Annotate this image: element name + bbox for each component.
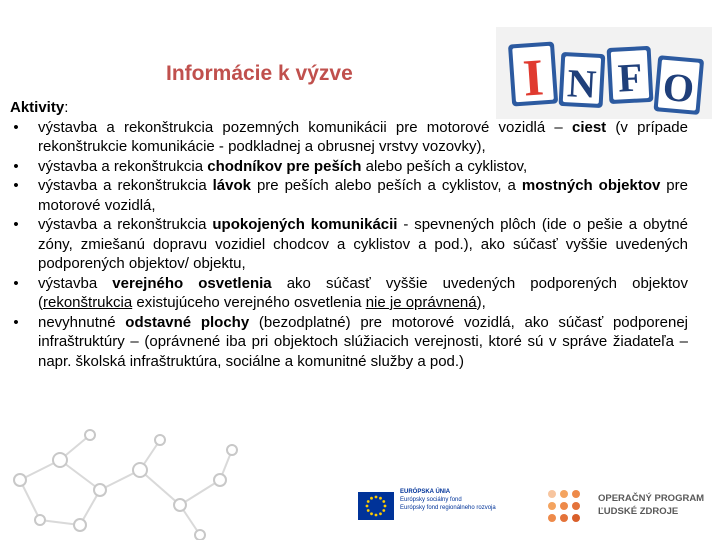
bullet-icon: • — [13, 274, 19, 292]
activities-list — [10, 118, 688, 372]
bullet-icon: • — [13, 216, 19, 233]
bullet-icon: • — [13, 177, 19, 194]
bullet-icon: • — [13, 157, 19, 175]
eu-flag-icon — [358, 488, 394, 524]
eu-fund-regional: Európsky fond regionálneho rozvoja — [400, 505, 496, 511]
svg-text:I: I — [521, 49, 546, 108]
op-dots-icon — [546, 488, 590, 524]
page-title: Informácie k výzve — [166, 62, 353, 85]
bullet-icon: • — [13, 313, 19, 331]
content-body — [10, 98, 688, 371]
svg-text:F: F — [616, 54, 644, 101]
network-graphic — [0, 420, 240, 540]
list-item: • výstavba a rekonštrukcia pozemných komunikácii pre motorové vozidlá – ciest (v prípade rekonštrukcie komunikácie - podkladnej a obrusnej vrstvy vozovky), — [10, 118, 688, 157]
op-line2: ĽUDSKÉ ZDROJE — [598, 506, 679, 517]
list-item: • výstavba a rekonštrukcia lávok pre peších alebo peších a cyklistov, a mostných objektov pre motorové vozidlá, — [10, 176, 688, 215]
svg-text:O: O — [661, 63, 697, 112]
list-item: • nevyhnutné odstavné plochy (bezodplatné) pre motorové vozidlá, ako súčasť podporenej infraštruktúry – (oprávnené iba pri objektoch slúžiacich verejnosti, ktoré sú v správe žiadateľa – napr. školská infraštruktúra, sociálne a komunitné služby a pod.) — [10, 313, 688, 372]
eu-fund-social: Európsky sociálny fond — [400, 497, 462, 503]
activities-heading: Aktivity: — [10, 99, 69, 116]
op-line1: OPERAČNÝ PROGRAM — [598, 493, 705, 504]
list-item: • výstavba a rekonštrukcia chodníkov pre peších alebo peších a cyklistov, — [10, 157, 688, 177]
list-item: • výstavba verejného osvetlenia ako súčasť vyššie uvedených podporených objektov (rekonštrukcia existujúceho verejného osvetlenia nie je oprávnená), — [10, 274, 688, 313]
bullet-icon: • — [13, 118, 19, 136]
svg-text:N: N — [566, 60, 598, 107]
eu-name: EURÓPSKA ÚNIA — [400, 489, 451, 495]
list-item: • výstavba a rekonštrukcia upokojených komunikácii - spevnených plôch (ide o pešie a obytné zóny, zmiešanú dopravu vozidiel chodcov a cyklistov a pod.), ako súčasť vyššie uvedených podporených objektov/ objektu, — [10, 215, 688, 274]
